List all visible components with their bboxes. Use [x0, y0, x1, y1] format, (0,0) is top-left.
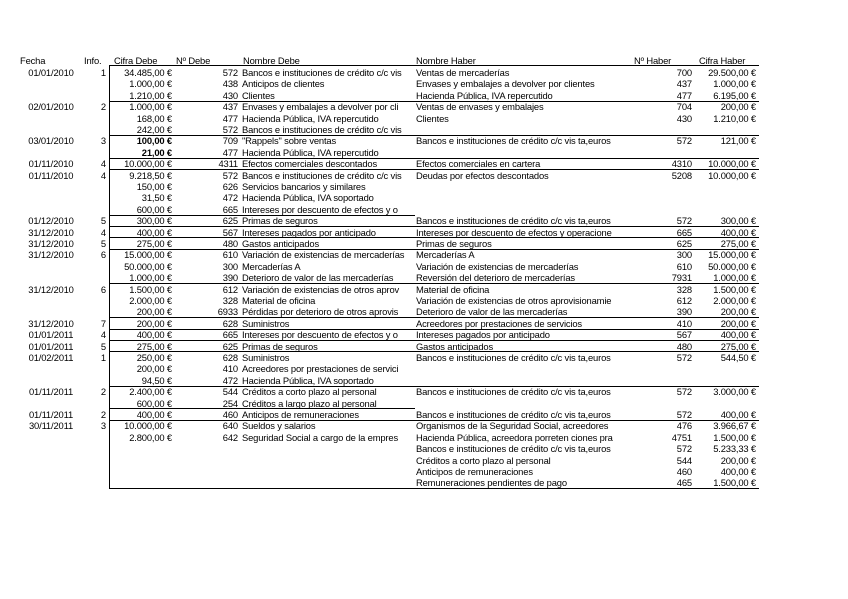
nombre-haber-cell: Bancos e instituciones de crédito c/c vis ta,euros [416, 443, 611, 455]
fecha-cell: 01/11/2010 [28, 169, 74, 181]
info-cell: 2 [100, 409, 106, 420]
num-debe-cell: 625 [222, 340, 238, 352]
num-haber-cell: 572 [676, 386, 692, 398]
nombre-debe-cell: Bancos e instituciones de crédito c/c vis [242, 67, 402, 78]
nombre-debe-cell: Bancos e instituciones de crédito c/c vis [242, 124, 402, 135]
nombre-haber-cell: Gastos anticipados [416, 340, 494, 352]
entry-separator [109, 488, 759, 489]
fecha-cell: 31/12/2010 [28, 226, 74, 238]
nombre-debe-cell: Gastos anticipados [242, 238, 320, 249]
info-cell: 5 [100, 215, 106, 227]
cifra-debe-cell: 1.000,00 € [129, 101, 172, 113]
cifra-debe-cell: 31,50 € [141, 192, 172, 204]
fecha-cell: 02/01/2010 [28, 101, 74, 113]
nombre-debe-cell: Suministros [242, 352, 290, 363]
nombre-haber-cell: Bancos e instituciones de crédito c/c vis ta,euros [416, 386, 611, 398]
num-haber-cell: 625 [676, 238, 692, 249]
fecha-cell: 31/12/2010 [28, 317, 74, 329]
fecha-cell: 30/11/2011 [28, 420, 74, 432]
num-debe-cell: 480 [222, 238, 238, 249]
nombre-debe-cell: Seguridad Social a cargo de la empres [242, 431, 399, 443]
fecha-cell: 03/01/2010 [28, 135, 74, 147]
num-debe-cell: 472 [222, 374, 238, 386]
num-haber-cell: 460 [676, 466, 692, 477]
num-haber-cell: 700 [676, 67, 692, 78]
cifra-debe-cell: 168,00 € [136, 112, 172, 124]
cifra-haber-cell: 10.000,00 € [708, 158, 756, 170]
num-haber-cell: 410 [676, 317, 692, 329]
cifra-haber-cell: 200,00 € [720, 101, 756, 113]
cifra-debe-cell: 10.000,00 € [124, 420, 172, 432]
nombre-debe-cell: Pérdidas por deterioro de otros aprovis [242, 306, 399, 318]
cifra-haber-cell: 200,00 € [720, 454, 756, 466]
num-haber-cell: 465 [676, 477, 692, 489]
cifra-haber-cell: 1.210,00 € [713, 112, 756, 124]
nombre-haber-cell: Acreedores por prestaciones de servicios [416, 317, 582, 329]
num-haber-cell: 665 [676, 226, 692, 238]
num-haber-cell: 4751 [671, 431, 692, 443]
cifra-debe-cell: 300,00 € [136, 215, 172, 227]
nombre-debe-cell: Acreedores por prestaciones de servici [242, 363, 399, 375]
nombre-debe-cell: Variación de existencias de mercaderías [242, 249, 405, 261]
cifra-debe-cell: 34.485,00 € [124, 67, 172, 78]
num-debe-cell: 430 [222, 89, 238, 101]
fecha-cell: 01/01/2011 [28, 340, 74, 352]
fecha-cell: 01/11/2011 [28, 409, 74, 420]
cifra-debe-cell: 1.000,00 € [129, 272, 172, 284]
cifra-debe-cell: 400,00 € [136, 329, 172, 341]
fecha-cell: 01/02/2011 [28, 352, 74, 363]
cifra-debe-cell: 400,00 € [136, 226, 172, 238]
cifra-haber-cell: 15.000,00 € [708, 249, 756, 261]
nombre-debe-cell: Material de oficina [242, 295, 316, 306]
cifra-haber-cell: 200,00 € [720, 317, 756, 329]
num-debe-cell: 4311 [218, 158, 238, 170]
nombre-debe-cell: Sueldos y salarios [242, 420, 316, 432]
nombre-debe-cell: "Rappels" sobre ventas [242, 135, 337, 147]
nombre-haber-cell: Mercaderías A [416, 249, 475, 261]
cifra-debe-cell: 275,00 € [136, 238, 172, 249]
header-nombre-debe: Nombre Debe [243, 55, 300, 66]
cifra-haber-cell: 1.500,00 € [713, 283, 756, 295]
info-cell: 1 [100, 67, 106, 78]
cifra-debe-cell: 2.800,00 € [129, 431, 172, 443]
num-debe-cell: 642 [222, 431, 238, 443]
nombre-haber-cell: Reversión del deterioro de mercaderías [416, 272, 575, 284]
num-haber-cell: 567 [676, 329, 692, 341]
num-debe-cell: 300 [222, 260, 238, 272]
nombre-haber-cell: Deterioro de valor de las mercaderías [416, 306, 568, 318]
fecha-cell: 01/01/2011 [28, 329, 74, 341]
nombre-debe-cell: Hacienda Pública, IVA repercutido [242, 112, 379, 124]
cifra-haber-cell: 200,00 € [720, 306, 756, 318]
nombre-haber-cell: Hacienda Pública, IVA repercutido [416, 89, 553, 101]
cifra-haber-cell: 6.195,00 € [713, 89, 756, 101]
fecha-cell: 01/11/2010 [28, 158, 74, 170]
num-debe-cell: 572 [222, 124, 238, 135]
num-debe-cell: 477 [222, 146, 238, 158]
nombre-debe-cell: Hacienda Pública, IVA soportado [242, 192, 374, 204]
nombre-haber-cell: Variación de existencias de otros aprovisionamie [416, 295, 612, 306]
cifra-haber-cell: 3.000,00 € [713, 386, 756, 398]
nombre-debe-cell: Hacienda Pública, IVA soportado [242, 374, 374, 386]
fecha-cell: 01/01/2010 [28, 67, 74, 78]
nombre-debe-cell: Envases y embalajes a devolver por cli [242, 101, 399, 113]
num-haber-cell: 610 [676, 260, 692, 272]
cifra-haber-cell: 275,00 € [720, 340, 756, 352]
cifra-debe-cell: 250,00 € [136, 352, 172, 363]
num-haber-cell: 4310 [671, 158, 692, 170]
nombre-debe-cell: Intereses por descuento de efectos y o [242, 329, 398, 341]
cifra-debe-cell: 600,00 € [136, 397, 172, 409]
num-haber-cell: 5208 [671, 169, 692, 181]
info-cell: 6 [100, 283, 106, 295]
num-debe-cell: 612 [222, 283, 238, 295]
nombre-debe-cell: Créditos a largo plazo al personal [242, 397, 377, 409]
header-nombre-haber: Nombre Haber [416, 55, 476, 66]
cifra-debe-cell: 400,00 € [136, 409, 172, 420]
nombre-haber-cell: Intereses por descuento de efectos y operacione [416, 226, 612, 238]
cifra-haber-cell: 5.233,33 € [713, 443, 756, 455]
header-num-haber: Nº Haber [634, 55, 672, 66]
cifra-haber-cell: 1.500,00 € [713, 431, 756, 443]
cifra-haber-cell: 544,50 € [720, 352, 756, 363]
cifra-debe-cell: 94,50 € [141, 374, 172, 386]
nombre-debe-cell: Hacienda Pública, IVA repercutido [242, 146, 379, 158]
num-debe-cell: 610 [222, 249, 238, 261]
cifra-haber-cell: 1.500,00 € [713, 477, 756, 489]
nombre-haber-cell: Bancos e instituciones de crédito c/c vis ta,euros [416, 409, 611, 420]
cifra-debe-cell: 100,00 € [136, 135, 172, 147]
info-cell: 3 [100, 135, 106, 147]
num-debe-cell: 410 [222, 363, 238, 375]
nombre-haber-cell: Efectos comerciales en cartera [416, 158, 541, 170]
cifra-debe-cell: 200,00 € [136, 306, 172, 318]
cifra-debe-cell: 242,00 € [136, 124, 172, 135]
cifra-haber-cell: 400,00 € [720, 329, 756, 341]
nombre-debe-cell: Créditos a corto plazo al personal [242, 386, 377, 398]
num-debe-cell: 640 [222, 420, 238, 432]
nombre-debe-cell: Primas de seguros [242, 340, 318, 352]
cifra-haber-cell: 1.000,00 € [713, 272, 756, 284]
num-debe-cell: 709 [222, 135, 238, 147]
info-cell: 1 [100, 352, 106, 363]
nombre-haber-cell: Material de oficina [416, 283, 490, 295]
info-cell: 6 [100, 249, 106, 261]
num-haber-cell: 328 [676, 283, 692, 295]
info-cell: 4 [100, 169, 106, 181]
info-cell: 7 [100, 317, 106, 329]
num-debe-cell: 625 [222, 215, 238, 227]
header-fecha: Fecha [20, 55, 46, 66]
num-debe-cell: 6933 [217, 306, 238, 318]
cifra-debe-cell: 21,00 € [141, 146, 172, 158]
cifra-haber-cell: 121,00 € [720, 135, 756, 147]
cifra-debe-cell: 600,00 € [136, 203, 172, 215]
num-haber-cell: 477 [676, 89, 692, 101]
cifra-haber-cell: 29.500,00 € [708, 67, 756, 78]
cifra-haber-cell: 275,00 € [720, 238, 756, 249]
num-haber-cell: 572 [676, 352, 692, 363]
num-debe-cell: 254 [222, 397, 238, 409]
nombre-debe-cell: Efectos comerciales descontados [242, 158, 378, 170]
header-underline [109, 65, 759, 66]
num-haber-cell: 544 [676, 454, 692, 466]
cifra-haber-cell: 2.000,00 € [713, 295, 756, 306]
num-haber-cell: 572 [676, 409, 692, 420]
num-debe-cell: 460 [222, 409, 238, 420]
nombre-debe-cell: Intereses por descuento de efectos y o [242, 203, 398, 215]
cifra-haber-cell: 3.966,67 € [713, 420, 756, 432]
num-haber-cell: 430 [676, 112, 692, 124]
num-debe-cell: 437 [222, 101, 238, 113]
num-haber-cell: 437 [676, 78, 692, 90]
header-cifra-debe: Cifra Debe [114, 55, 158, 66]
info-cell: 2 [100, 386, 106, 398]
nombre-haber-cell: Bancos e instituciones de crédito c/c vis ta,euros [416, 352, 611, 363]
num-haber-cell: 390 [676, 306, 692, 318]
nombre-haber-cell: Deudas por efectos descontados [416, 169, 549, 181]
nombre-haber-cell: Intereses pagados por anticipado [416, 329, 550, 341]
cifra-debe-cell: 50.000,00 € [124, 260, 172, 272]
fecha-cell: 01/12/2010 [28, 215, 74, 227]
num-debe-cell: 626 [222, 181, 238, 192]
cifra-debe-cell: 150,00 € [136, 181, 172, 192]
header-num-debe: Nº Debe [176, 55, 211, 66]
nombre-haber-cell: Bancos e instituciones de crédito c/c vis ta,euros [416, 135, 611, 147]
num-haber-cell: 572 [676, 443, 692, 455]
cifra-haber-cell: 400,00 € [720, 409, 756, 420]
nombre-haber-cell: Ventas de envases y embalajes [416, 101, 544, 113]
cifra-haber-cell: 400,00 € [720, 226, 756, 238]
num-debe-cell: 572 [222, 67, 238, 78]
num-haber-cell: 7931 [671, 272, 692, 284]
nombre-haber-cell: Variación de existencias de mercaderías [416, 260, 579, 272]
nombre-haber-cell: Clientes [416, 112, 449, 124]
info-cell: 5 [100, 340, 106, 352]
nombre-haber-cell: Créditos a corto plazo al personal [416, 454, 551, 466]
num-debe-cell: 544 [222, 386, 238, 398]
nombre-haber-cell: Bancos e instituciones de crédito c/c vis ta,euros [416, 215, 611, 227]
fecha-cell: 01/11/2011 [28, 386, 74, 398]
num-debe-cell: 438 [222, 78, 238, 90]
cifra-debe-cell: 200,00 € [136, 317, 172, 329]
num-debe-cell: 328 [222, 295, 238, 306]
nombre-debe-cell: Suministros [242, 317, 290, 329]
nombre-haber-cell: Organismos de la Seguridad Social, acreedores [416, 420, 609, 432]
num-debe-cell: 390 [222, 272, 238, 284]
nombre-debe-cell: Intereses pagados por anticipado [242, 226, 376, 238]
nombre-debe-cell: Anticipos de remuneraciones [242, 409, 359, 420]
info-cell: 2 [100, 101, 106, 113]
cifra-haber-cell: 10.000,00 € [708, 169, 756, 181]
cifra-debe-cell: 15.000,00 € [124, 249, 172, 261]
num-debe-cell: 665 [222, 329, 238, 341]
nombre-haber-cell: Ventas de mercaderías [416, 67, 510, 78]
nombre-haber-cell: Hacienda Pública, acreedora porreten ciones pra [416, 431, 613, 443]
info-cell: 4 [100, 329, 106, 341]
num-debe-cell: 665 [222, 203, 238, 215]
num-debe-cell: 628 [222, 317, 238, 329]
nombre-debe-cell: Primas de seguros [242, 215, 318, 227]
num-haber-cell: 572 [676, 135, 692, 147]
nombre-debe-cell: Anticipos de clientes [242, 78, 325, 90]
num-debe-cell: 567 [222, 226, 238, 238]
nombre-debe-cell: Deterioro de valor de las mercaderías [242, 272, 394, 284]
header-cifra-haber: Cifra Haber [699, 55, 746, 66]
num-haber-cell: 572 [676, 215, 692, 227]
num-haber-cell: 704 [676, 101, 692, 113]
cifra-debe-cell: 10.000,00 € [124, 158, 172, 170]
nombre-debe-cell: Bancos e instituciones de crédito c/c vis [242, 169, 402, 181]
cifra-debe-cell: 1.000,00 € [129, 78, 172, 90]
nombre-debe-cell: Servicios bancarios y similares [242, 181, 366, 192]
cifra-haber-cell: 1.000,00 € [713, 78, 756, 90]
nombre-debe-cell: Variación de existencias de otros aprov [242, 283, 400, 295]
num-haber-cell: 300 [676, 249, 692, 261]
cifra-debe-cell: 275,00 € [136, 340, 172, 352]
cifra-debe-cell: 1.210,00 € [129, 89, 172, 101]
cifra-debe-cell: 200,00 € [136, 363, 172, 375]
nombre-haber-cell: Primas de seguros [416, 238, 492, 249]
info-cell: 4 [100, 226, 106, 238]
cifra-haber-cell: 300,00 € [720, 215, 756, 227]
info-cell: 5 [100, 238, 106, 249]
nombre-debe-cell: Clientes [242, 89, 275, 101]
num-haber-cell: 480 [676, 340, 692, 352]
num-debe-cell: 572 [222, 169, 238, 181]
nombre-haber-cell: Remuneraciones pendientes de pago [416, 477, 567, 489]
cifra-debe-cell: 9.218,50 € [129, 169, 172, 181]
nombre-haber-cell: Envases y embalajes a devolver por clientes [416, 78, 595, 90]
num-debe-cell: 477 [222, 112, 238, 124]
cifra-debe-cell: 2.400,00 € [129, 386, 172, 398]
cifra-haber-cell: 400,00 € [720, 466, 756, 477]
fecha-cell: 31/12/2010 [28, 249, 74, 261]
num-debe-cell: 628 [222, 352, 238, 363]
table-left-border [109, 65, 110, 489]
info-cell: 3 [100, 420, 106, 432]
num-haber-cell: 476 [676, 420, 692, 432]
cifra-debe-cell: 1.500,00 € [129, 283, 172, 295]
fecha-cell: 31/12/2010 [28, 283, 74, 295]
header-info: Info. [84, 55, 102, 66]
info-cell: 4 [100, 158, 106, 170]
cifra-debe-cell: 2.000,00 € [129, 295, 172, 306]
num-debe-cell: 472 [222, 192, 238, 204]
nombre-haber-cell: Anticipos de remuneraciones [416, 466, 533, 477]
nombre-debe-cell: Mercaderías A [242, 260, 301, 272]
cifra-haber-cell: 50.000,00 € [708, 260, 756, 272]
num-haber-cell: 612 [676, 295, 692, 306]
fecha-cell: 31/12/2010 [28, 238, 74, 249]
